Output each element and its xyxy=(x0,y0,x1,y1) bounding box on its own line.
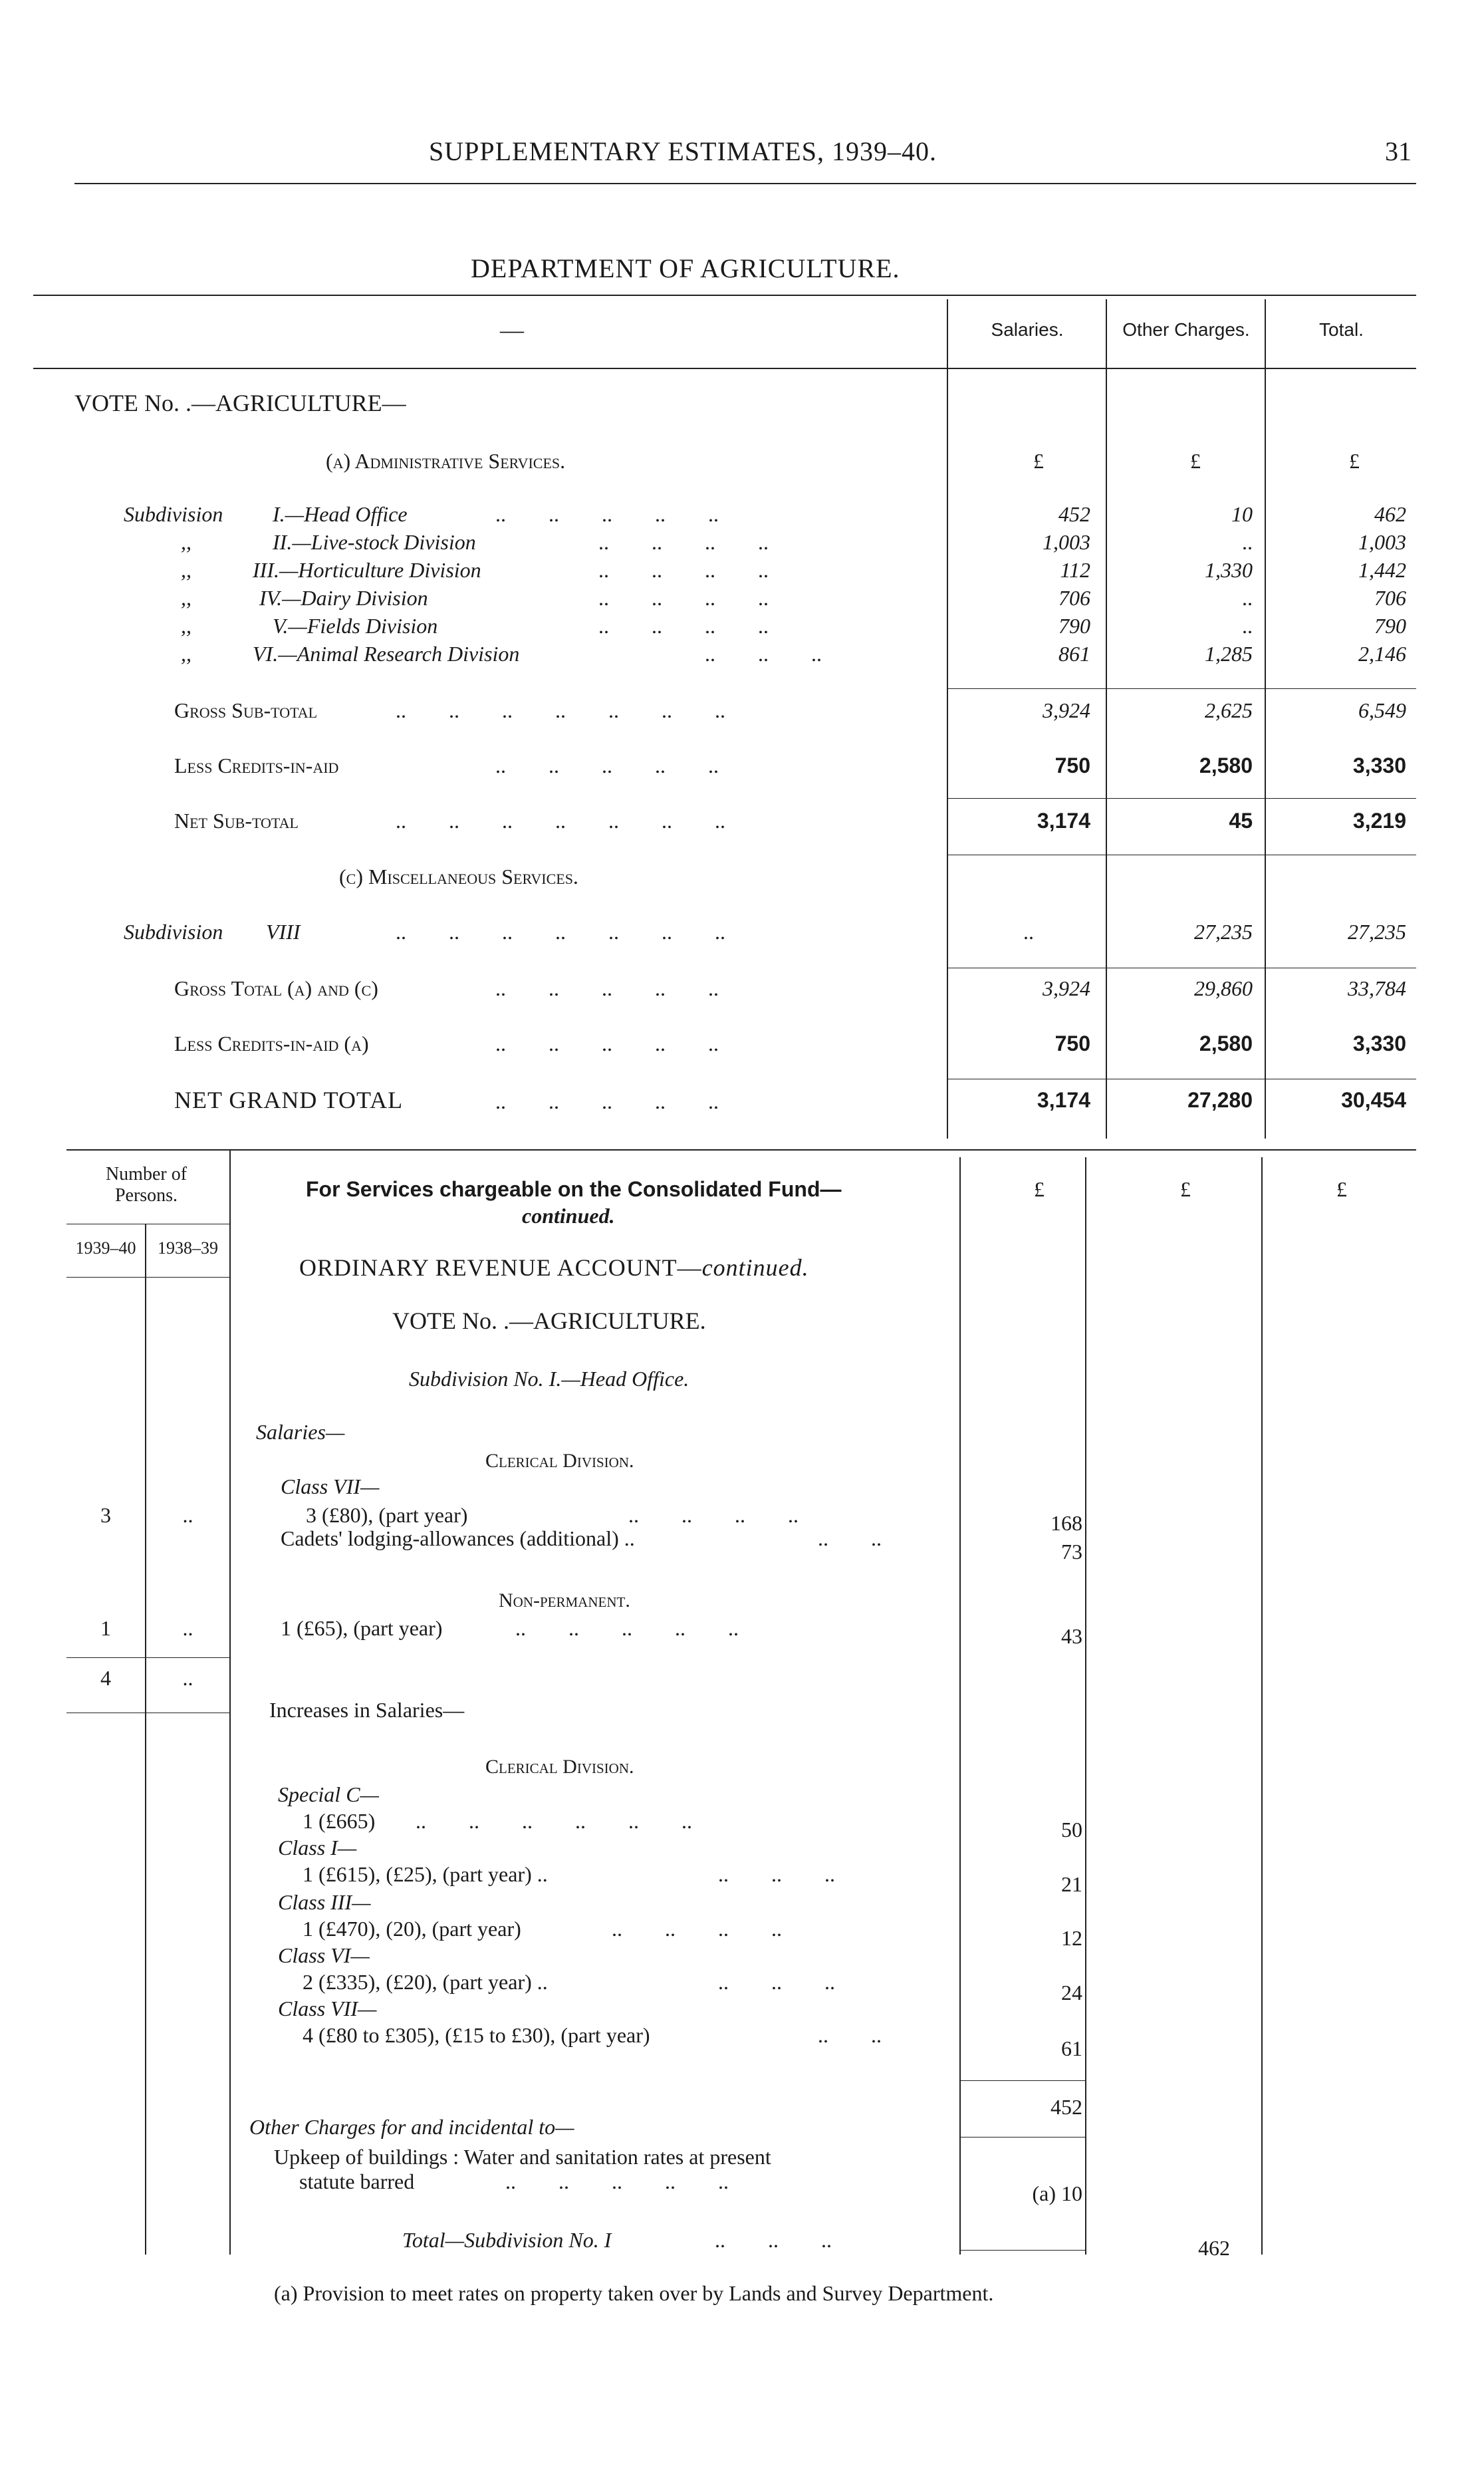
subdivision-prefix: ,, xyxy=(181,530,191,554)
salaries-value: 112 xyxy=(1060,558,1090,582)
leader-dots: .. .. .. .. .. .. .. xyxy=(396,920,725,944)
row-label: NET GRAND TOTAL xyxy=(174,1087,404,1113)
leader-dots: .. .. .. .. xyxy=(628,1503,799,1527)
clerical-division-heading-2: Clerical Division. xyxy=(485,1756,634,1778)
increase-class: Class I— xyxy=(278,1836,357,1860)
increase-class: Special C— xyxy=(278,1782,379,1806)
subdivision-prefix: Subdivision xyxy=(124,920,223,944)
salaries-value: 861 xyxy=(1058,642,1090,666)
leader-dots: .. .. .. .. .. xyxy=(495,754,719,777)
salaries-value: 750 xyxy=(1054,1032,1090,1055)
subdivision-label: VIII xyxy=(266,920,301,944)
persons-total-1939: 4 xyxy=(100,1666,111,1690)
other-value: .. xyxy=(1242,530,1253,554)
persons-1939: 1 xyxy=(100,1616,111,1640)
leader-dots: .. .. xyxy=(818,1526,882,1550)
summary-blank-header: — xyxy=(500,317,524,343)
page-number: 31 xyxy=(1385,136,1412,166)
salaries-value: 1,003 xyxy=(1043,530,1090,554)
subdivision-prefix: ,, xyxy=(181,586,191,610)
other-col-right xyxy=(1261,1157,1263,2255)
total-value: 3,219 xyxy=(1352,809,1406,833)
persons-col-sep xyxy=(229,1151,231,2255)
salaries-total-rule xyxy=(959,2080,1085,2081)
admin-services-heading: (a) Administrative Services. xyxy=(326,449,566,473)
subdivision-label: III.—Horticulture Division xyxy=(253,558,481,582)
row-label: Gross Sub-total xyxy=(174,698,318,722)
leader-dots: .. .. .. xyxy=(715,2228,832,2252)
subdivision-prefix: ,, xyxy=(181,642,191,666)
leader-dots: .. .. .. .. .. xyxy=(505,2169,729,2193)
line-amount: 168 xyxy=(1051,1511,1082,1535)
net-sub-total-rule xyxy=(947,798,1416,799)
subdivision-prefix: Subdivision xyxy=(124,502,223,526)
persons-year-sep xyxy=(145,1224,146,2255)
other-value: .. xyxy=(1242,614,1253,638)
salaries-value: 452 xyxy=(1058,502,1090,526)
row-label: Less Credits-in-aid (a) xyxy=(174,1032,369,1055)
leader-dots: .. .. .. .. .. xyxy=(515,1616,739,1640)
amount-col-left xyxy=(959,1157,961,2255)
services-heading: For Services chargeable on the Consolidated Fund— xyxy=(306,1177,842,1201)
other-value: 29,860 xyxy=(1194,976,1253,1000)
leader-dots: .. .. .. .. xyxy=(598,558,769,582)
total-currency: £ xyxy=(1349,449,1360,473)
line-text: 1 (£470), (20), (part year) xyxy=(303,1917,521,1941)
department-title: DEPARTMENT OF AGRICULTURE. xyxy=(471,253,900,283)
total-value: 30,454 xyxy=(1341,1088,1406,1112)
subtotal-rule xyxy=(947,688,1416,689)
leader-dots: .. .. .. .. xyxy=(612,1917,782,1941)
subdivision-label: VI.—Animal Research Division xyxy=(253,642,520,666)
persons-1939: 3 xyxy=(100,1503,111,1527)
line-amount: 12 xyxy=(1061,1926,1082,1950)
leader-dots: .. .. .. xyxy=(705,642,822,666)
increases-heading: Increases in Salaries— xyxy=(269,1698,465,1722)
total-subdivision-rule xyxy=(959,2250,1085,2251)
total-value: 462 xyxy=(1374,502,1406,526)
other-value: 2,580 xyxy=(1199,1032,1253,1055)
persons-1938: .. xyxy=(182,1616,193,1640)
leader-dots: .. .. .. xyxy=(718,1862,835,1886)
salaries-total: 452 xyxy=(1051,2095,1082,2119)
total-subdivision-amount: 462 xyxy=(1198,2236,1230,2260)
services-continued: continued. xyxy=(522,1204,615,1228)
salaries-value: 3,924 xyxy=(1043,976,1090,1000)
summary-header-rule xyxy=(33,368,1416,369)
line-amount: 61 xyxy=(1061,2036,1082,2060)
misc-services-heading: (c) Miscellaneous Services. xyxy=(339,865,578,889)
line-text: 2 (£335), (£20), (part year) .. xyxy=(303,1970,548,1994)
leader-dots: .. .. .. .. xyxy=(598,586,769,610)
leader-dots: .. .. .. .. .. xyxy=(495,1089,719,1113)
years-rule xyxy=(66,1277,229,1278)
summary-vote-title: VOTE No. .—AGRICULTURE— xyxy=(74,390,406,416)
amount-col-right xyxy=(1085,1157,1086,2255)
year-1938-header: 1938–39 xyxy=(158,1238,218,1258)
other-value: 45 xyxy=(1229,809,1253,833)
detail-currency-3: £ xyxy=(1336,1177,1347,1201)
total-value: 3,330 xyxy=(1352,1032,1406,1055)
summary-col-sep-1 xyxy=(947,299,948,1139)
other-value: 27,235 xyxy=(1194,920,1253,944)
line-text: 1 (£615), (£25), (part year) .. xyxy=(303,1862,548,1886)
line-text: 3 (£80), (part year) xyxy=(306,1503,468,1527)
total-value: 2,146 xyxy=(1358,642,1406,666)
other-value: 2,580 xyxy=(1199,754,1253,777)
subdivision-label: I.—Head Office xyxy=(273,502,408,526)
other-value: 1,330 xyxy=(1205,558,1253,582)
subdivision-label: IV.—Dairy Division xyxy=(259,586,428,610)
increase-class: Class VII— xyxy=(278,1997,377,2020)
other-value: .. xyxy=(1242,586,1253,610)
total-subdivision-label: Total—Subdivision No. I xyxy=(402,2228,612,2252)
other-value: 2,625 xyxy=(1205,698,1253,722)
increase-class: Class VI— xyxy=(278,1943,370,1967)
account-heading xyxy=(299,1254,809,1282)
leader-dots: .. .. .. .. .. .. .. xyxy=(396,698,725,722)
total-header: Total. xyxy=(1319,319,1364,340)
salaries-header: Salaries. xyxy=(991,319,1064,340)
summary-bottom-rule xyxy=(66,1149,1416,1151)
persons-total-rule xyxy=(66,1657,229,1658)
subdivision-label: V.—Fields Division xyxy=(273,614,438,638)
other-value: 27,280 xyxy=(1187,1088,1253,1112)
total-value: 790 xyxy=(1374,614,1406,638)
subdivision-prefix: ,, xyxy=(181,614,191,638)
line-amount: 43 xyxy=(1061,1624,1082,1648)
line-amount: 21 xyxy=(1061,1872,1082,1896)
line-text: 1 (£65), (part year) xyxy=(281,1616,443,1640)
summary-col-sep-2 xyxy=(1106,299,1107,1139)
detail-currency-2: £ xyxy=(1180,1177,1191,1201)
line-text: 4 (£80 to £305), (£15 to £30), (part year) xyxy=(303,2023,650,2047)
leader-dots: .. .. .. .. xyxy=(598,614,769,638)
leader-dots: .. .. .. .. xyxy=(598,530,769,554)
leader-dots: .. .. .. .. .. xyxy=(495,1032,719,1055)
detail-vote-title: VOTE No. .—AGRICULTURE. xyxy=(392,1308,706,1334)
salaries-value: 706 xyxy=(1058,586,1090,610)
salaries-value: 3,174 xyxy=(1037,809,1090,833)
year-1939-header: 1939–40 xyxy=(75,1238,136,1258)
total-value: 33,784 xyxy=(1348,976,1406,1000)
salaries-value: 790 xyxy=(1058,614,1090,638)
footnote: (a) Provision to meet rates on property taken over by Lands and Survey Department. xyxy=(274,2281,994,2305)
row-label: Less Credits-in-aid xyxy=(174,754,339,777)
summary-col-sep-3 xyxy=(1265,299,1266,1139)
leader-dots: .. .. .. .. .. .. .. xyxy=(396,809,725,833)
upkeep-line-2: statute barred xyxy=(299,2169,415,2193)
leader-dots: .. .. .. .. .. xyxy=(495,976,719,1000)
total-value: 3,330 xyxy=(1352,754,1406,777)
clerical-division-heading: Clerical Division. xyxy=(485,1450,634,1472)
total-value: 1,003 xyxy=(1358,530,1406,554)
summary-top-rule xyxy=(33,295,1416,296)
leader-dots: .. .. .. .. .. xyxy=(495,502,719,526)
detail-subdivision-title: Subdivision No. I.—Head Office. xyxy=(409,1367,689,1391)
line-text: Cadets' lodging-allowances (additional) .. xyxy=(281,1526,635,1550)
line-text: 1 (£665) xyxy=(303,1809,376,1833)
total-value: 27,235 xyxy=(1348,920,1406,944)
total-value: 6,549 xyxy=(1358,698,1406,722)
salaries-value: 3,174 xyxy=(1037,1088,1090,1112)
total-value: 1,442 xyxy=(1358,558,1406,582)
total-value: 706 xyxy=(1374,586,1406,610)
upkeep-line-1: Upkeep of buildings : Water and sanitation rates at present xyxy=(274,2145,771,2169)
increase-class: Class III— xyxy=(278,1890,371,1914)
persons-total-1938: .. xyxy=(182,1666,193,1690)
other-currency: £ xyxy=(1190,449,1201,473)
salaries-value: .. xyxy=(1023,920,1034,944)
line-amount: 50 xyxy=(1061,1818,1082,1842)
subdivision-prefix: ,, xyxy=(181,558,191,582)
line-amount: 24 xyxy=(1061,1981,1082,2004)
page-title: SUPPLEMENTARY ESTIMATES, 1939–40. xyxy=(429,136,937,166)
leader-dots: .. .. .. .. .. .. xyxy=(416,1809,692,1833)
salaries-value: 3,924 xyxy=(1043,698,1090,722)
persons-1938: .. xyxy=(182,1503,193,1527)
salaries-currency: £ xyxy=(1033,449,1044,473)
other-value: 10 xyxy=(1231,502,1253,526)
detail-currency-1: £ xyxy=(1034,1177,1045,1201)
persons-header: Number of Persons. xyxy=(105,1164,187,1206)
leader-dots: .. .. xyxy=(818,2023,882,2047)
salaries-value: 750 xyxy=(1054,754,1090,777)
class-vii-heading: Class VII— xyxy=(281,1474,380,1498)
subdivision-label: II.—Live-stock Division xyxy=(273,530,476,554)
non-permanent-heading: Non-permanent. xyxy=(499,1589,630,1611)
upkeep-amount: (a) 10 xyxy=(1032,2181,1082,2205)
account-heading-text: ORDINARY REVENUE ACCOUNT— xyxy=(299,1254,702,1281)
account-continued: continued. xyxy=(701,1254,809,1281)
line-amount: 73 xyxy=(1061,1540,1082,1564)
other-charges-header: Other Charges. xyxy=(1122,319,1250,340)
header-rule xyxy=(74,183,1416,184)
other-value: 1,285 xyxy=(1205,642,1253,666)
salaries-heading: Salaries— xyxy=(256,1420,345,1444)
row-label: Net Sub-total xyxy=(174,809,299,833)
other-charges-heading: Other Charges for and incidental to— xyxy=(249,2115,574,2139)
row-label: Gross Total (a) and (c) xyxy=(174,976,378,1000)
leader-dots: .. .. .. xyxy=(718,1970,835,1994)
